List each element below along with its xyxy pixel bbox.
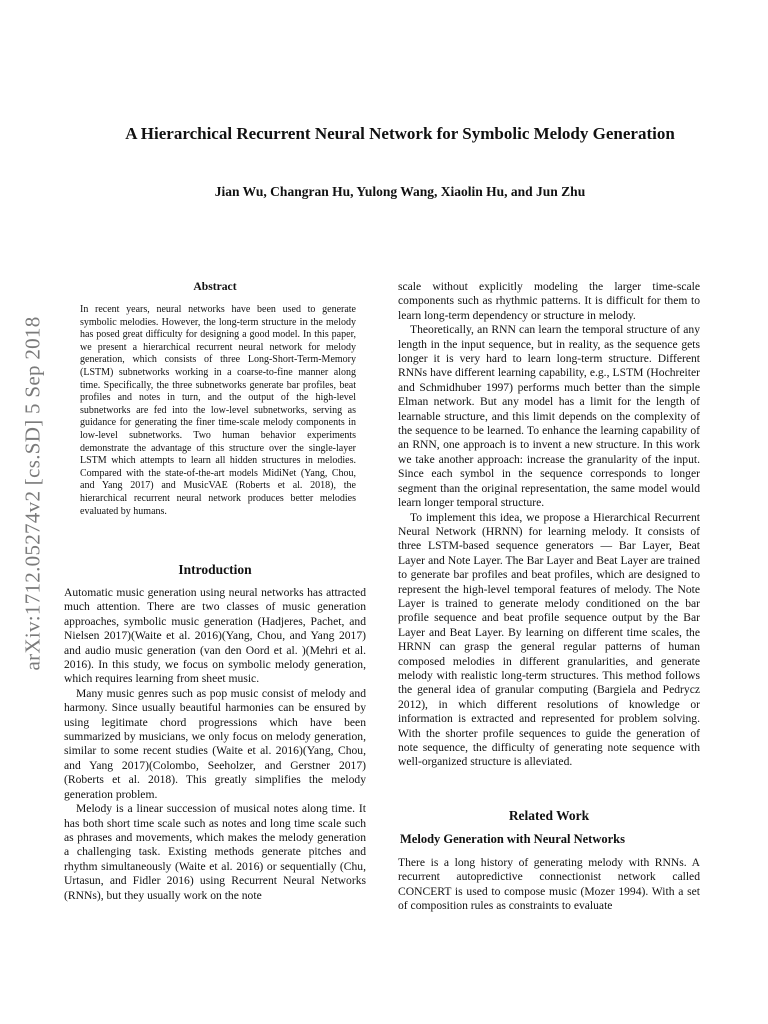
paper-title: A Hierarchical Recurrent Neural Network for Symbolic Melody Generation: [125, 124, 675, 143]
intro-paragraph-2: Many music genres such as pop music consist of melody and harmony. Since usually beautiful harmonies can be ensured by using legitimate chord progressions which have been summarized by musicians, we only focus on melody generation, similar to some recent studies (Waite et al. 2016)(Yang, Chou, and Yang 2017)(Colombo, Seeholzer, and Gerstner 2017)(Roberts et al. 2018). This greatly simplifies the melody generation problem.: [64, 686, 366, 801]
abstract-text: In recent years, neural networks have been used to generate symbolic melodies. However, the long-term structure in the melody has posed great difficulty for designing a good model. In this paper, we present a hierarchical recurrent neural network for melody generation, which consists of three Long-Short-Term-Memory (LSTM) subnetworks working in a coarse-to-fine manner along time. Specifically, the three subnetworks generate bar profiles, beat profiles and notes in turn, and the output of the high-level subnetworks are fed into the low-level subnetworks, serving as guidance for generating the finer time-scale melody components in low-level subnetworks. Two human behavior experiments demonstrate the advantage of this structure over the single-layer LSTM which attempts to learn all hidden structures in melodies. Compared with the state-of-the-art models MidiNet (Yang, Chou, and Yang 2017) and MusicVAE (Roberts et al. 2018), the hierarchical recurrent neural network produces better melodies evaluated by humans.: [80, 304, 356, 517]
arxiv-id-text: arXiv:1712.05274v2 [cs.SD] 5 Sep 2018: [20, 315, 45, 671]
right-paragraph-1: scale without explicitly modeling the larger time-scale components such as rhythmic patterns. It is difficult for them to learn long-term dependency or structure in melody.: [398, 280, 700, 322]
related-work-subheading: Melody Generation with Neural Networks: [400, 832, 625, 846]
introduction-body: [64, 586, 366, 903]
related-work-paragraph-1: There is a long history of generating melody with RNNs. A recurrent autopredictive connectionist network called CONCERT is used to compose music (Mozer 1994). With a set of composition rules as constraints to evaluate: [398, 856, 700, 913]
related-work-heading: Related Work: [508, 808, 590, 823]
intro-paragraph-1: Automatic music generation using neural networks has attracted much attention. There are two classes of music generation approaches, symbolic music generation (Hadjeres, Pachet, and Nielsen 2017)(Waite et al. 2016)(Yang, Chou, and Yang 2017) and audio music generation (van den Oord et al. )(Mehri et al. 2016). In this study, we focus on symbolic melody generation, which requires learning from sheet music.: [64, 586, 366, 686]
right-column-body: [398, 280, 700, 770]
arxiv-identifier: [22, 278, 44, 708]
right-paragraph-2: Theoretically, an RNN can learn the temporal structure of any length in the input sequence, but in reality, as the sequence gets longer it is very hard to learn long-term structure. Different RNNs have different learning capability, e.g., LSTM (Hochreiter and Schmidhuber 1997) performs much better than the simple Elman network. But any model has a limit for the length of learnable structure, and this limit depends on the complexity of the sequence to be learned. To enhance the learning capability of an RNN, one approach is to invent a new structure. In this work we take another approach: increase the granularity of the input. Since each symbol in the sequence corresponds to longer segment than the original representation, the same model would learn longer temporal structure.: [398, 323, 700, 510]
introduction-heading: Introduction: [178, 562, 252, 577]
right-paragraph-3: To implement this idea, we propose a Hierarchical Recurrent Neural Network (HRNN) for learning melody. It consists of three LSTM-based sequence generators — Bar Layer, Beat Layer and Note Layer. The Bar Layer and Beat Layer are trained to generate bar profiles and beat profiles, which are designed to represent the high-level temporal features of melody. The Note Layer is trained to generate melody conditioned on the bar profile sequence and beat profile sequence output by the Bar Layer and Beat Layer. By learning on different time scales, the HRNN can grasp the general regular patterns of human composed melodies in different granularities, and generate melody with realistic long-term structures. This method follows the general idea of granular computing (Bargiela and Pedrycz 2012), in which different resolutions of knowledge or information is extracted and represented for problem solving. With the shorter profile sequences to guide the generation of note sequence, the difficulty of generating note sequence with well-organized structure is alleviated.: [398, 510, 700, 769]
abstract-heading: Abstract: [193, 280, 237, 293]
related-work-body: [398, 856, 700, 914]
paper-authors: Jian Wu, Changran Hu, Yulong Wang, Xiaolin Hu, and Jun Zhu: [214, 184, 586, 199]
intro-paragraph-3: Melody is a linear succession of musical notes along time. It has both short time scale such as notes and long time scale such as phrases and movements, which makes the melody generation a challenging task. Existing methods generate pitches and rhythm simultaneously (Waite et al. 2016) or sequentially (Chu, Urtasun, and Fidler 2016) using Recurrent Neural Networks (RNNs), but they usually work on the note: [64, 802, 366, 902]
